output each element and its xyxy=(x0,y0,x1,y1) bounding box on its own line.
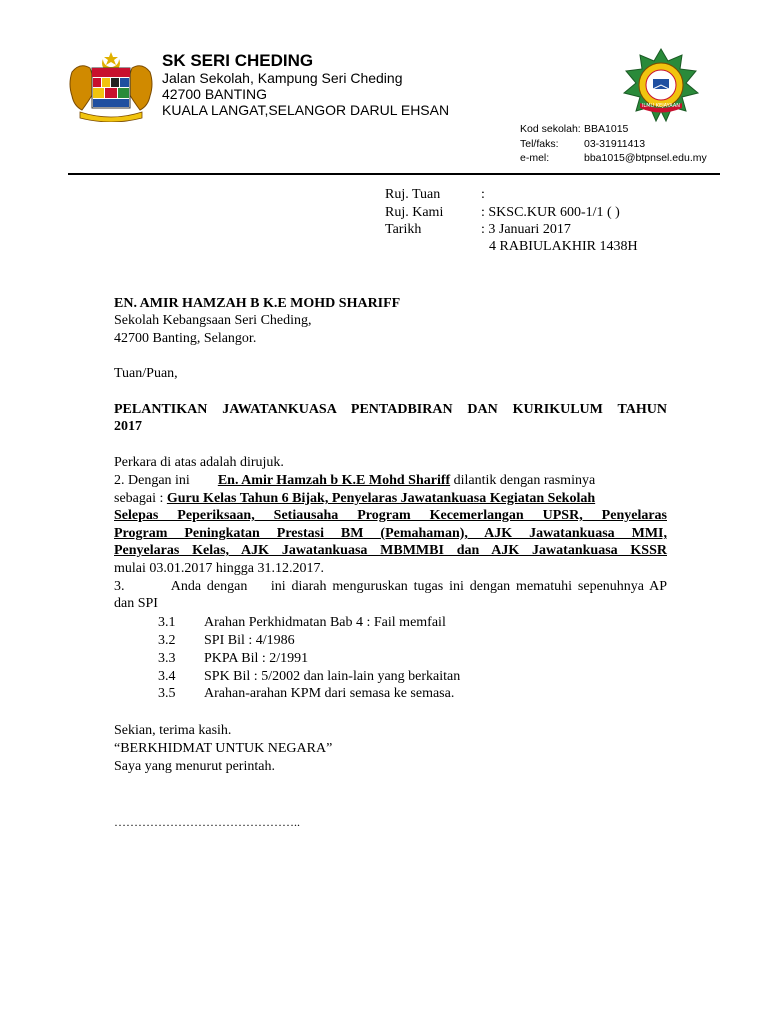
recipient-line-2: 42700 Banting, Selangor. xyxy=(114,331,257,346)
address-line-3: KUALA LANGAT,SELANGOR DARUL EHSAN xyxy=(162,102,450,118)
paragraph-3-line-2: dan SPI xyxy=(114,596,158,611)
list-item: 3.4 SPK Bil : 5/2002 dan lain-lain yang berkaitan xyxy=(158,669,461,684)
school-code-value: BBA1015 xyxy=(584,123,629,135)
closing-line-3: Saya yang menurut perintah. xyxy=(114,759,275,774)
salutation: Tuan/Puan, xyxy=(114,366,178,381)
address-line-2: 42700 BANTING xyxy=(162,86,268,102)
list-item: 3.3 PKPA Bil : 2/1991 xyxy=(158,651,309,666)
ruj-kami-label: Ruj. Kami xyxy=(385,205,444,220)
tarikh-label: Tarikh xyxy=(385,222,422,237)
hijri-date: 4 RABIULAKHIR 1438H xyxy=(489,239,638,254)
p2-lead: 2. Dengan ini xyxy=(114,473,190,488)
tel-value: 03-31911413 xyxy=(584,138,646,150)
subject-line-2: 2017 xyxy=(114,419,142,434)
role-list-line-4: Penyelaras Kelas, AJK Jawatankuasa MBMMBI dan AJK Jawatankuasa KSSR xyxy=(114,543,667,558)
malaysia-coat-of-arms-icon xyxy=(66,50,156,122)
tarikh-value: : 3 Januari 2017 xyxy=(481,222,571,237)
appointee-name: En. Amir Hamzah b K.E Mohd Shariff xyxy=(217,473,451,488)
school-code-label: Kod sekolah: xyxy=(520,123,581,135)
school-crest-icon xyxy=(620,47,702,123)
recipient-line-1: Sekolah Kebangsaan Seri Cheding, xyxy=(114,313,312,328)
ruj-tuan-value: : xyxy=(481,187,485,202)
recipient-name: EN. AMIR HAMZAH B K.E MOHD SHARIFF xyxy=(114,296,401,311)
ruj-kami-value: : SKSC.KUR 600-1/1 ( ) xyxy=(481,205,620,220)
role-list-line-2: Selepas Peperiksaan, Setiausaha Program Kecemerlangan UPSR, Penyelaras xyxy=(114,508,667,523)
appointment-period: mulai 03.01.2017 hingga 31.12.2017. xyxy=(114,561,324,576)
ruj-tuan-label: Ruj. Tuan xyxy=(385,187,441,202)
paragraph-3-line-1: 3. Anda dengan ini diarah menguruskan tugas ini dengan mematuhi sepenuhnya AP xyxy=(114,579,667,594)
role-list-line-1: Guru Kelas Tahun 6 Bijak, Penyelaras Jawatankuasa Kegiatan Sekolah xyxy=(166,491,596,506)
email-value: bba1015@btpnsel.edu.my xyxy=(584,152,707,164)
school-name: SK SERI CHEDING xyxy=(162,51,314,70)
letterhead-divider xyxy=(68,173,720,175)
paragraph-2-line-2 xyxy=(114,490,667,508)
list-item: 3.2 SPI Bil : 4/1986 xyxy=(158,633,295,648)
p2-tail: dilantik dengan rasminya xyxy=(453,473,596,488)
intro-line: Perkara di atas adalah dirujuk. xyxy=(114,455,284,470)
closing-line-1: Sekian, terima kasih. xyxy=(114,723,232,738)
closing-motto: “BERKHIDMAT UNTUK NEGARA” xyxy=(114,741,333,756)
address-line-1: Jalan Sekolah, Kampung Seri Cheding xyxy=(162,70,403,86)
tel-label: Tel/faks: xyxy=(520,138,559,150)
paragraph-2-line-1 xyxy=(114,472,667,490)
role-list-line-3: Program Peningkatan Prestasi BM (Pemahaman), AJK Jawatankuasa MMI, xyxy=(114,526,667,541)
signature-dots: ……………………………………….. xyxy=(114,815,300,829)
school-crest-motto: ILMU KEJAYAAN xyxy=(641,103,681,109)
p2-sebagai: sebagai : xyxy=(114,491,167,506)
email-label: e-mel: xyxy=(520,152,550,164)
list-item: 3.1 Arahan Perkhidmatan Bab 4 : Fail memfail xyxy=(158,615,446,630)
list-item: 3.5 Arahan-arahan KPM dari semasa ke semasa. xyxy=(158,686,455,701)
subject-line-1: PELANTIKAN JAWATANKUASA PENTADBIRAN DAN KURIKULUM TAHUN xyxy=(114,402,667,417)
